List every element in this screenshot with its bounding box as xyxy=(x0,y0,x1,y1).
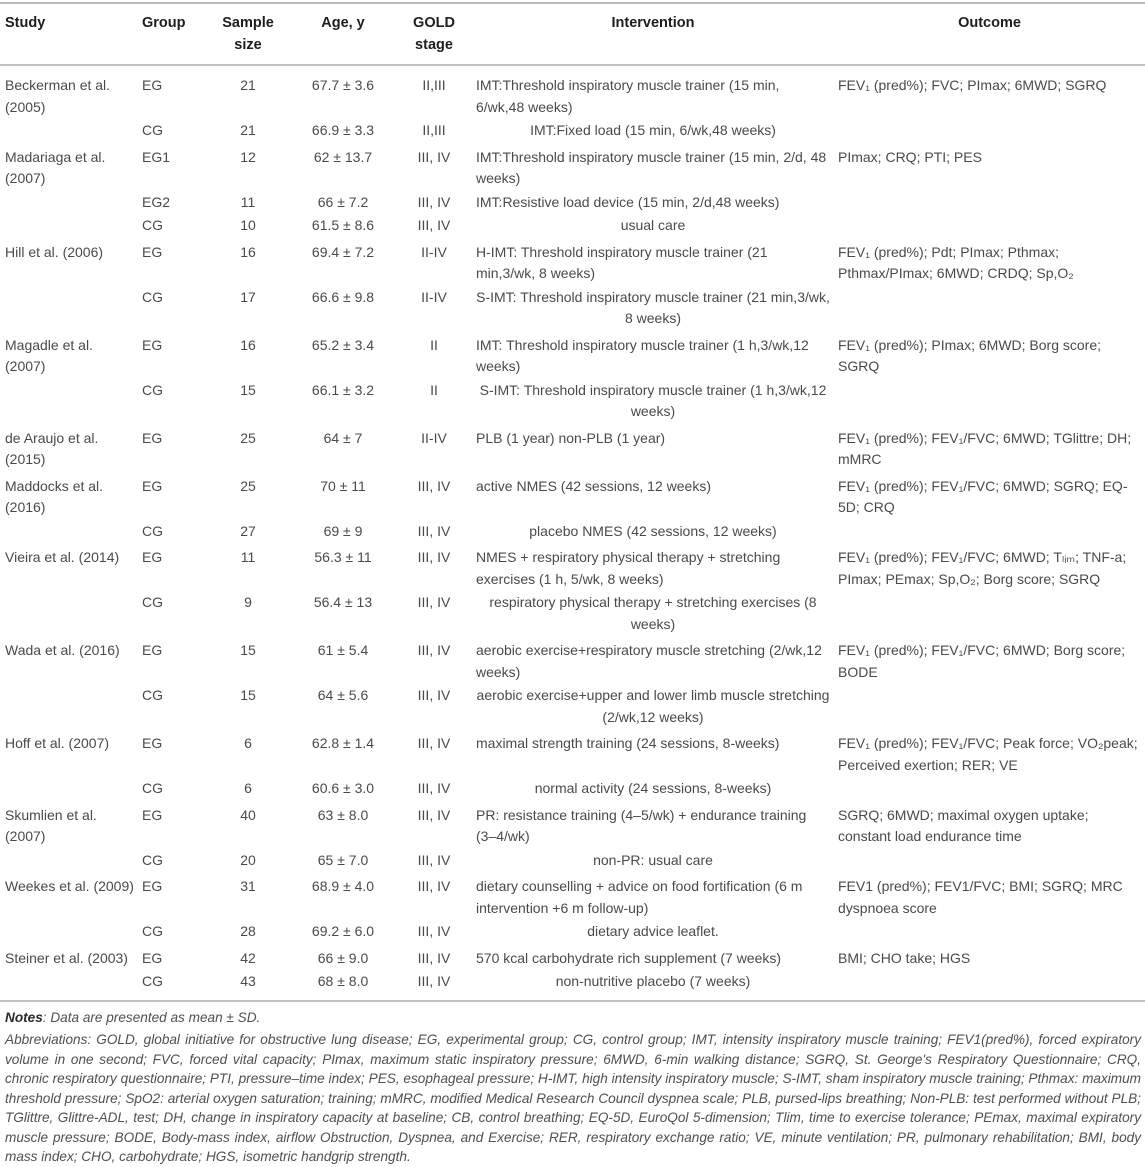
table-row xyxy=(0,214,1145,238)
table-row xyxy=(0,872,1145,920)
header-outcome: Outcome xyxy=(834,4,1145,65)
table-row xyxy=(0,591,1145,636)
cell-sample-size: 20 xyxy=(240,851,256,868)
cell-outcome xyxy=(834,849,1145,873)
cell-study: Hoff et al. (2007) xyxy=(5,735,110,751)
cell-gold-stage: III, IV xyxy=(417,217,451,233)
cell-intervention: NMES + respiratory physical therapy + stretching exercises (1 h, 5/wk, 8 weeks) xyxy=(476,549,781,587)
cell-group: EG xyxy=(142,336,163,353)
notes-text: : Data are presented as mean ± SD. xyxy=(42,1009,261,1025)
header-gold-stage: GOLD stage xyxy=(396,4,472,65)
cell-intervention: aerobic exercise+upper and lower limb muscle stretching (2/wk,12 weeks) xyxy=(476,687,830,725)
cell-age: 62 ± 13.7 xyxy=(313,148,373,165)
cell-intervention: PLB (1 year) non-PLB (1 year) xyxy=(476,429,666,446)
cell-sample-size: 15 xyxy=(240,687,256,703)
cell-age: 66 ± 9.0 xyxy=(317,949,369,966)
cell-study: Weekes et al. (2009) xyxy=(5,878,134,894)
cell-gold-stage: II-IV xyxy=(421,429,447,446)
table-row xyxy=(0,944,1145,971)
cell-group: CG xyxy=(142,594,163,610)
cell-intervention: 570 kcal carbohydrate rich supplement (7 weeks) xyxy=(476,949,782,966)
cell-outcome: FEV₁ (pred%); PImax; 6MWD; Borg score; SGRQ xyxy=(838,336,1102,374)
cell-group: CG xyxy=(142,780,163,796)
cell-outcome: BMI; CHO take; HGS xyxy=(838,949,971,966)
cell-intervention: IMT:Threshold inspiratory muscle trainer (15 min, 2/d, 48 weeks) xyxy=(476,148,827,186)
cell-group: EG xyxy=(142,77,163,93)
abbreviations-text: Abbreviations: GOLD, global initiative for obstructive lung disease; EG, experimental group; CG, control group; IMT, intensity inspiratory muscle training; FEV1(pred%), forced expiratory volume in one second; FVC, forced vital capacity; PImax, maximum static inspiratory pressure; 6MWD, 6-min walking distance; SGRQ, St. George's Respiratory Questionnaire; CRQ, chronic respiratory questionnaire; PTI, pressure–time index; PES, esophageal pressure; H-IMT, high intensity inspiratory muscle; S-IMT, sham inspiratory muscle training; Pthmax: maximum threshold pressure; SpO2: arterial oxygen saturation; training; mMRC, modified Medical Research Council dyspnea scale; PLB, pursed-lips breathing; Non-PLB: test performed without PLB; TGlittre, Glittre-ADL, test; DH, change in inspiratory capacity at baseline; CB, control breathing; EQ-5D, EuroQol 5-dimension; Tlim, time to exercise tolerance; PEmax, maximal expiratory muscle pressure; BODE, Body-mass index, airflow Obstruction, Dyspnea, and Exercise; RER, respiratory exchange ratio; VE, minute ventilation; PR, pulmonary rehabilitation; BMI, body mass index; CHO, carbohydrate; HGS, isometric handgrip strength. xyxy=(5,1032,1141,1164)
cell-age: 61 ± 5.4 xyxy=(317,642,369,658)
cell-outcome xyxy=(834,286,1145,331)
cell-sample-size: 31 xyxy=(240,878,256,894)
cell-age: 61.5 ± 8.6 xyxy=(311,217,375,233)
cell-age: 60.6 ± 3.0 xyxy=(311,780,375,796)
cell-study: Vieira et al. (2014) xyxy=(5,549,120,565)
cell-age: 66 ± 7.2 xyxy=(317,193,369,210)
cell-gold-stage: II,III xyxy=(422,122,446,138)
cell-intervention: IMT:Fixed load (15 min, 6/wk,48 weeks) xyxy=(530,122,776,138)
cell-outcome: FEV1 (pred%); FEV1/FVC; BMI; SGRQ; MRC dyspnoea score xyxy=(838,878,1123,916)
cell-group: EG2 xyxy=(142,193,171,210)
cell-gold-stage: III, IV xyxy=(417,949,451,966)
cell-outcome: FEV₁ (pred%); FEV₁/FVC; Peak force; VO₂peak; Perceived exertion; RER; VE xyxy=(838,735,1138,773)
cell-study: Skumlien et al. (2007) xyxy=(5,806,97,844)
cell-intervention: S-IMT: Threshold inspiratory muscle trainer (21 min,3/wk, 8 weeks) xyxy=(476,288,830,326)
table-header xyxy=(0,4,1145,65)
cell-intervention: non-PR: usual care xyxy=(593,851,713,868)
cell-outcome xyxy=(834,591,1145,636)
cell-age: 67.7 ± 3.6 xyxy=(311,77,375,93)
cell-gold-stage: III, IV xyxy=(417,549,451,565)
cell-outcome: FEV₁ (pred%); FEV₁/FVC; 6MWD; Borg score; BODE xyxy=(838,642,1126,680)
cell-intervention: IMT:Threshold inspiratory muscle trainer (15 min, 6/wk,48 weeks) xyxy=(476,77,780,115)
cell-sample-size: 12 xyxy=(240,148,256,165)
cell-sample-size: 11 xyxy=(240,549,256,565)
cell-group: EG xyxy=(142,949,163,966)
cell-age: 65.2 ± 3.4 xyxy=(311,336,375,353)
cell-gold-stage: III, IV xyxy=(417,477,451,494)
cell-group: EG1 xyxy=(142,148,171,165)
cell-age: 69.4 ± 7.2 xyxy=(311,243,375,260)
cell-outcome: FEV₁ (pred%); FEV₁/FVC; 6MWD; TGlittre; DH; mMRC xyxy=(838,429,1132,467)
cell-study: Hill et al. (2006) xyxy=(5,243,104,260)
cell-gold-stage: II-IV xyxy=(421,288,447,305)
cell-outcome xyxy=(834,970,1145,994)
cell-intervention: dietary counselling + advice on food fortification (6 m intervention +6 m follow-up) xyxy=(476,878,803,916)
cell-intervention: IMT: Threshold inspiratory muscle trainer (1 h,3/wk,12 weeks) xyxy=(476,336,809,374)
cell-sample-size: 40 xyxy=(240,806,256,823)
table-body xyxy=(0,65,1145,994)
header-intervention: Intervention xyxy=(472,4,834,65)
cell-age: 66.9 ± 3.3 xyxy=(311,122,375,138)
cell-sample-size: 42 xyxy=(240,949,256,966)
cell-sample-size: 16 xyxy=(240,243,256,260)
cell-intervention: normal activity (24 sessions, 8-weeks) xyxy=(534,780,772,796)
cell-intervention: aerobic exercise+respiratory muscle stretching (2/wk,12 weeks) xyxy=(476,642,822,680)
cell-study xyxy=(0,970,138,994)
cell-study xyxy=(0,520,138,544)
cell-outcome xyxy=(834,379,1145,424)
cell-gold-stage: III, IV xyxy=(417,973,451,989)
cell-sample-size: 10 xyxy=(240,217,256,233)
cell-outcome: FEV₁ (pred%); FVC; PImax; 6MWD; SGRQ xyxy=(838,77,1107,93)
cell-intervention: maximal strength training (24 sessions, 8-weeks) xyxy=(476,735,780,751)
cell-study xyxy=(0,920,138,944)
cell-outcome xyxy=(834,920,1145,944)
table-row xyxy=(0,849,1145,873)
cell-gold-stage: III, IV xyxy=(417,522,451,539)
notes-label: Notes xyxy=(5,1009,43,1025)
cell-study xyxy=(0,191,138,215)
cell-study: Steiner et al. (2003) xyxy=(5,949,128,966)
cell-age: 65 ± 7.0 xyxy=(317,851,369,868)
cell-gold-stage: III, IV xyxy=(417,193,451,210)
cell-group: CG xyxy=(142,522,163,539)
cell-study xyxy=(0,286,138,331)
cell-intervention: active NMES (42 sessions, 12 weeks) xyxy=(476,477,711,494)
cell-sample-size: 15 xyxy=(240,381,256,398)
cell-intervention: H-IMT: Threshold inspiratory muscle trainer (21 min,3/wk, 8 weeks) xyxy=(476,243,768,281)
cell-sample-size: 9 xyxy=(244,594,252,610)
cell-group: CG xyxy=(142,217,163,233)
cell-sample-size: 25 xyxy=(240,429,256,446)
cell-study xyxy=(0,379,138,424)
table-row xyxy=(0,777,1145,801)
header-age: Age, y xyxy=(290,4,396,65)
table-notes xyxy=(0,1002,1145,1167)
cell-gold-stage: III, IV xyxy=(417,594,451,610)
cell-age: 69.2 ± 6.0 xyxy=(311,923,375,939)
table-row xyxy=(0,191,1145,215)
cell-study: Maddocks et al. (2016) xyxy=(5,477,104,515)
cell-sample-size: 25 xyxy=(240,477,256,494)
cell-gold-stage: III, IV xyxy=(417,687,451,703)
cell-sample-size: 16 xyxy=(240,336,256,353)
table-row xyxy=(0,729,1145,777)
table-row xyxy=(0,331,1145,379)
cell-outcome xyxy=(834,191,1145,215)
table-row xyxy=(0,238,1145,286)
cell-gold-stage: III, IV xyxy=(417,780,451,796)
cell-intervention: placebo NMES (42 sessions, 12 weeks) xyxy=(529,522,777,539)
cell-outcome xyxy=(834,214,1145,238)
cell-age: 66.6 ± 9.8 xyxy=(311,288,375,305)
cell-outcome: PImax; CRQ; PTI; PES xyxy=(838,148,982,165)
table-row xyxy=(0,970,1145,994)
cell-age: 56.3 ± 11 xyxy=(314,549,372,565)
cell-outcome xyxy=(834,119,1145,143)
cell-sample-size: 28 xyxy=(240,923,256,939)
cell-age: 66.1 ± 3.2 xyxy=(311,381,375,398)
cell-outcome xyxy=(834,520,1145,544)
cell-age: 63 ± 8.0 xyxy=(317,806,369,823)
table-row xyxy=(0,424,1145,472)
cell-sample-size: 11 xyxy=(240,193,256,210)
table-row xyxy=(0,543,1145,591)
cell-intervention: usual care xyxy=(620,217,686,233)
cell-group: CG xyxy=(142,381,163,398)
cell-sample-size: 21 xyxy=(240,77,256,93)
cell-study xyxy=(0,849,138,873)
cell-study xyxy=(0,119,138,143)
cell-gold-stage: III, IV xyxy=(417,806,451,823)
cell-group: EG xyxy=(142,477,163,494)
cell-intervention: respiratory physical therapy + stretching exercises (8 weeks) xyxy=(489,594,817,632)
cell-study xyxy=(0,591,138,636)
cell-age: 68 ± 8.0 xyxy=(317,973,369,989)
cell-group: CG xyxy=(142,687,163,703)
cell-sample-size: 15 xyxy=(240,642,256,658)
cell-intervention: dietary advice leaflet. xyxy=(587,923,719,939)
table-row xyxy=(0,65,1145,119)
cell-group: EG xyxy=(142,806,163,823)
table-row xyxy=(0,920,1145,944)
cell-group: CG xyxy=(142,288,163,305)
cell-age: 62.8 ± 1.4 xyxy=(311,735,375,751)
cell-gold-stage: II xyxy=(430,336,438,353)
cell-gold-stage: II xyxy=(430,381,438,398)
cell-sample-size: 21 xyxy=(240,122,256,138)
table-row xyxy=(0,119,1145,143)
table-row xyxy=(0,143,1145,191)
studies-table xyxy=(0,4,1145,994)
cell-group: EG xyxy=(142,642,163,658)
cell-outcome: FEV₁ (pred%); FEV₁/FVC; 6MWD; SGRQ; EQ-5D; CRQ xyxy=(838,477,1128,515)
cell-study xyxy=(0,214,138,238)
cell-gold-stage: III, IV xyxy=(417,878,451,894)
cell-intervention: S-IMT: Threshold inspiratory muscle trainer (1 h,3/wk,12 weeks) xyxy=(479,381,827,419)
cell-outcome: FEV₁ (pred%); FEV₁/FVC; 6MWD; Tₗᵢₘ; TNF-a; PImax; PEmax; Sp,O₂; Borg score; SGRQ xyxy=(838,549,1127,587)
cell-age: 68.9 ± 4.0 xyxy=(311,878,375,894)
cell-age: 64 ± 7 xyxy=(323,429,363,446)
cell-gold-stage: III, IV xyxy=(417,642,451,658)
cell-intervention: PR: resistance training (4–5/wk) + endurance training (3–4/wk) xyxy=(476,806,807,844)
cell-study: Wada et al. (2016) xyxy=(5,642,120,658)
cell-group: CG xyxy=(142,122,163,138)
header-study: Study xyxy=(0,4,138,65)
cell-age: 69 ± 9 xyxy=(323,522,363,539)
cell-outcome: SGRQ; 6MWD; maximal oxygen uptake; constant load endurance time xyxy=(838,806,1089,844)
table-row xyxy=(0,286,1145,331)
table-row xyxy=(0,801,1145,849)
header-group: Group xyxy=(138,4,206,65)
cell-age: 56.4 ± 13 xyxy=(313,594,373,610)
cell-gold-stage: III, IV xyxy=(417,148,451,165)
cell-study: Madariaga et al. (2007) xyxy=(5,148,106,186)
cell-group: EG xyxy=(142,429,163,446)
cell-study: de Araujo et al. (2015) xyxy=(5,429,99,467)
table-row xyxy=(0,636,1145,684)
cell-study: Beckerman et al. (2005) xyxy=(5,77,111,115)
cell-intervention: IMT:Resistive load device (15 min, 2/d,48 weeks) xyxy=(476,193,780,210)
cell-study xyxy=(0,684,138,729)
cell-outcome: FEV₁ (pred%); Pdt; PImax; Pthmax; Pthmax/PImax; 6MWD; CRDQ; Sp,O₂ xyxy=(838,243,1074,281)
header-sample-size: Sample size xyxy=(206,4,290,65)
cell-gold-stage: II-IV xyxy=(421,243,447,260)
table-row xyxy=(0,520,1145,544)
table-row xyxy=(0,684,1145,729)
cell-gold-stage: III, IV xyxy=(417,851,451,868)
cell-sample-size: 6 xyxy=(244,735,252,751)
cell-group: CG xyxy=(142,923,163,939)
cell-group: EG xyxy=(142,735,163,751)
cell-study xyxy=(0,777,138,801)
cell-group: EG xyxy=(142,243,163,260)
cell-sample-size: 6 xyxy=(244,780,252,796)
cell-group: CG xyxy=(142,851,163,868)
cell-intervention: non-nutritive placebo (7 weeks) xyxy=(555,973,751,989)
cell-gold-stage: II,III xyxy=(422,77,446,93)
cell-gold-stage: III, IV xyxy=(417,735,451,751)
cell-age: 64 ± 5.6 xyxy=(317,687,369,703)
cell-gold-stage: III, IV xyxy=(417,923,451,939)
table-row xyxy=(0,379,1145,424)
cell-group: EG xyxy=(142,878,163,894)
header-row xyxy=(0,4,1145,65)
cell-study: Magadle et al. (2007) xyxy=(5,336,93,374)
table-row xyxy=(0,472,1145,520)
cell-outcome xyxy=(834,777,1145,801)
cell-group: EG xyxy=(142,549,163,565)
cell-age: 70 ± 11 xyxy=(320,477,366,494)
cell-sample-size: 27 xyxy=(240,522,256,539)
notes-line xyxy=(5,1008,1141,1028)
cell-group: CG xyxy=(142,973,163,989)
cell-sample-size: 43 xyxy=(240,973,256,989)
cell-outcome xyxy=(834,684,1145,729)
cell-sample-size: 17 xyxy=(240,288,256,305)
